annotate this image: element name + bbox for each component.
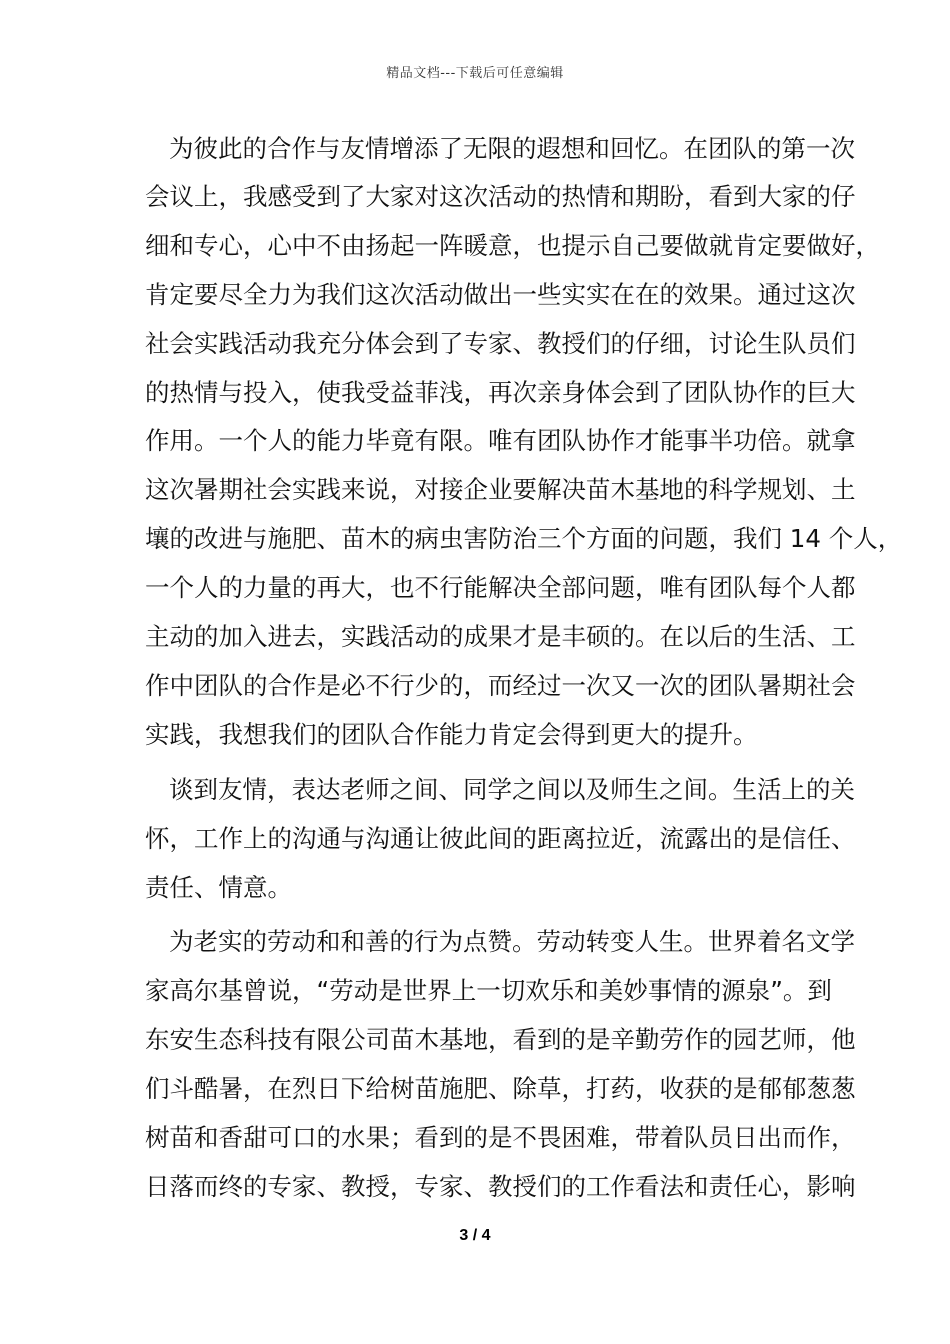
text-line: 们斗酷暑，在烈日下给树苗施肥、除草，打药，收获的是郁郁葱葱 xyxy=(145,1074,856,1103)
text-line: 为老实的劳动和和善的行为点赞。劳动转变人生。世界着名文学 xyxy=(169,927,855,956)
text-line: 会议上，我感受到了大家对这次活动的热情和期盼，看到大家的仔 xyxy=(145,182,856,211)
text-line: 一个人的力量的再大，也不行能解决全部问题，唯有团队每个人都 xyxy=(145,573,856,602)
text-line: 主动的加入进去，实践活动的成果才是丰硕的。在以后的生活、工 xyxy=(145,622,856,651)
text-line: 作中团队的合作是必不行少的，而经过一次又一次的团队暑期社会 xyxy=(145,671,856,700)
text-line: 这次暑期社会实践来说，对接企业要解决苗木基地的科学规划、土 xyxy=(145,475,856,504)
text-line: 社会实践活动我充分体会到了专家、教授们的仔细，讨论生队员们 xyxy=(145,329,856,358)
text-line: 的热情与投入，使我受益菲浅，再次亲身体会到了团队协作的巨大 xyxy=(145,378,856,407)
text-line: 谈到友情，表达老师之间、同学之间以及师生之间。生活上的关 xyxy=(169,775,855,804)
text-line: 实践，我想我们的团队合作能力肯定会得到更大的提升。 xyxy=(145,720,758,749)
text-line: 树苗和香甜可口的水果；看到的是不畏困难，带着队员日出而作， xyxy=(145,1123,856,1152)
text-line: 细和专心，心中不由扬起一阵暖意，也提示自己要做就肯定要做好， xyxy=(145,231,880,260)
text-line: 责任、情意。 xyxy=(145,873,292,902)
text-line: 肯定要尽全力为我们这次活动做出一些实实在在的效果。通过这次 xyxy=(145,280,856,309)
text-line: 家高尔基曾说，“劳动是世界上一切欢乐和美妙事情的源泉”。到 xyxy=(145,976,832,1005)
text-line: 日落而终的专家、教授，专家、教授们的工作看法和责任心，影响 xyxy=(145,1172,856,1201)
page-header: 精品文档---下载后可任意编辑 xyxy=(386,66,564,81)
text-line: 壤的改进与施肥、苗木的病虫害防治三个方面的问题，我们 14 个人， xyxy=(145,524,903,553)
page-number: 3 / 4 xyxy=(459,1227,491,1244)
text-line: 为彼此的合作与友情增添了无限的遐想和回忆。在团队的第一次 xyxy=(169,134,855,163)
text-line: 东安生态科技有限公司苗木基地，看到的是辛勤劳作的园艺师，他 xyxy=(145,1025,856,1054)
text-line: 怀，工作上的沟通与沟通让彼此间的距离拉近，流露出的是信任、 xyxy=(145,824,856,853)
text-line: 作用。一个人的能力毕竟有限。唯有团队协作才能事半功倍。就拿 xyxy=(145,426,856,455)
